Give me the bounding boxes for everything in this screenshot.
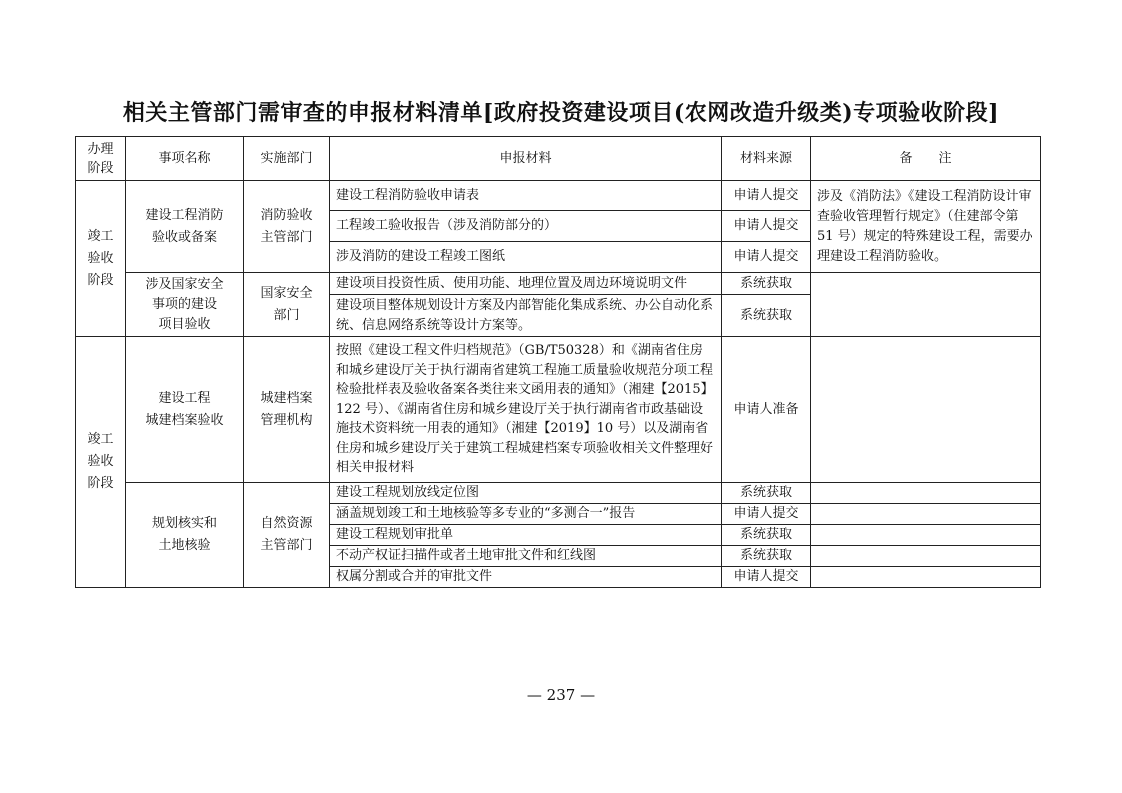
source-cell: 系统获取 bbox=[722, 546, 811, 567]
table-row bbox=[76, 337, 1041, 483]
remark-empty bbox=[811, 273, 1041, 337]
item-fire-acceptance: 建设工程消防 验收或备案 bbox=[126, 181, 244, 273]
material-cell: 建设工程规划审批单 bbox=[330, 525, 722, 546]
source-cell: 申请人提交 bbox=[722, 504, 811, 525]
page-title: 相关主管部门需审查的申报材料清单[政府投资建设项目(农网改造升级类)专项验收阶段] bbox=[122, 100, 1000, 126]
dept-fire: 消防验收 主管部门 bbox=[244, 181, 330, 273]
source-cell: 申请人准备 bbox=[722, 337, 811, 483]
header-dept: 实施部门 bbox=[244, 137, 330, 181]
source-cell: 申请人提交 bbox=[722, 242, 811, 273]
table-row bbox=[76, 483, 1041, 504]
dept-urban-archive: 城建档案 管理机构 bbox=[244, 337, 330, 483]
source-cell: 申请人提交 bbox=[722, 211, 811, 242]
header-source: 材料来源 bbox=[722, 137, 811, 181]
material-cell: 工程竣工验收报告（涉及消防部分的） bbox=[330, 211, 722, 242]
material-cell: 按照《建设工程文件归档规范》（GB/T50328）和《湖南省住房和城乡建设厅关于执行湖南省建筑工程施工质量验收规范分项工程检验批样表及验收备案各类往来文函用表的通知》（湘建【2015】122 号）、《湖南省住房和城乡建设厅关于执行湖南省市政基础设施技术资料统一用表的通知》（湘建【2019】10 号）以及湖南省住房和城乡建设厅关于建筑工程城建档案专项验收相关文件整理好相关申报材料 bbox=[330, 337, 722, 483]
remark-empty bbox=[811, 567, 1041, 588]
item-planning-land: 规划核实和 土地核验 bbox=[126, 483, 244, 588]
header-item: 事项名称 bbox=[126, 137, 244, 181]
source-cell: 系统获取 bbox=[722, 295, 811, 337]
source-cell: 系统获取 bbox=[722, 483, 811, 504]
material-cell: 涉及消防的建设工程竣工图纸 bbox=[330, 242, 722, 273]
dept-national-security: 国家安全 部门 bbox=[244, 273, 330, 337]
header-material: 申报材料 bbox=[330, 137, 722, 181]
header-remark: 备 注 bbox=[811, 137, 1041, 181]
page-number: — 237 — bbox=[526, 686, 596, 704]
source-cell: 申请人提交 bbox=[722, 567, 811, 588]
material-cell: 建设工程规划放线定位图 bbox=[330, 483, 722, 504]
table-row bbox=[76, 181, 1041, 211]
source-cell: 系统获取 bbox=[722, 525, 811, 546]
material-cell: 不动产权证扫描件或者土地审批文件和红线图 bbox=[330, 546, 722, 567]
item-urban-archive: 建设工程 城建档案验收 bbox=[126, 337, 244, 483]
material-cell: 涵盖规划竣工和土地核验等多专业的“多测合一”报告 bbox=[330, 504, 722, 525]
material-cell: 建设项目投资性质、使用功能、地理位置及周边环境说明文件 bbox=[330, 273, 722, 295]
remark-empty bbox=[811, 546, 1041, 567]
source-cell: 申请人提交 bbox=[722, 181, 811, 211]
stage-cell-1: 竣工 验收 阶段 bbox=[76, 181, 126, 337]
stage-cell-2: 竣工 验收 阶段 bbox=[76, 337, 126, 588]
material-cell: 建设工程消防验收申请表 bbox=[330, 181, 722, 211]
remark-fire: 涉及《消防法》《建设工程消防设计审查验收管理暂行规定》（住建部令第 51 号）规定的特殊建设工程，需要办理建设工程消防验收。 bbox=[811, 181, 1041, 273]
material-cell: 建设项目整体规划设计方案及内部智能化集成系统、办公自动化系统、信息网络系统等设计方案等。 bbox=[330, 295, 722, 337]
remark-empty bbox=[811, 504, 1041, 525]
dept-natural-resources: 自然资源 主管部门 bbox=[244, 483, 330, 588]
item-national-security: 涉及国家安全 事项的建设 项目验收 bbox=[126, 273, 244, 337]
remark-empty bbox=[811, 483, 1041, 504]
header-stage: 办理 阶段 bbox=[76, 137, 126, 181]
materials-table bbox=[75, 136, 1041, 588]
source-cell: 系统获取 bbox=[722, 273, 811, 295]
remark-empty bbox=[811, 525, 1041, 546]
remark-empty bbox=[811, 337, 1041, 483]
table-row bbox=[76, 273, 1041, 295]
table-header-row bbox=[76, 137, 1041, 181]
material-cell: 权属分割或合并的审批文件 bbox=[330, 567, 722, 588]
